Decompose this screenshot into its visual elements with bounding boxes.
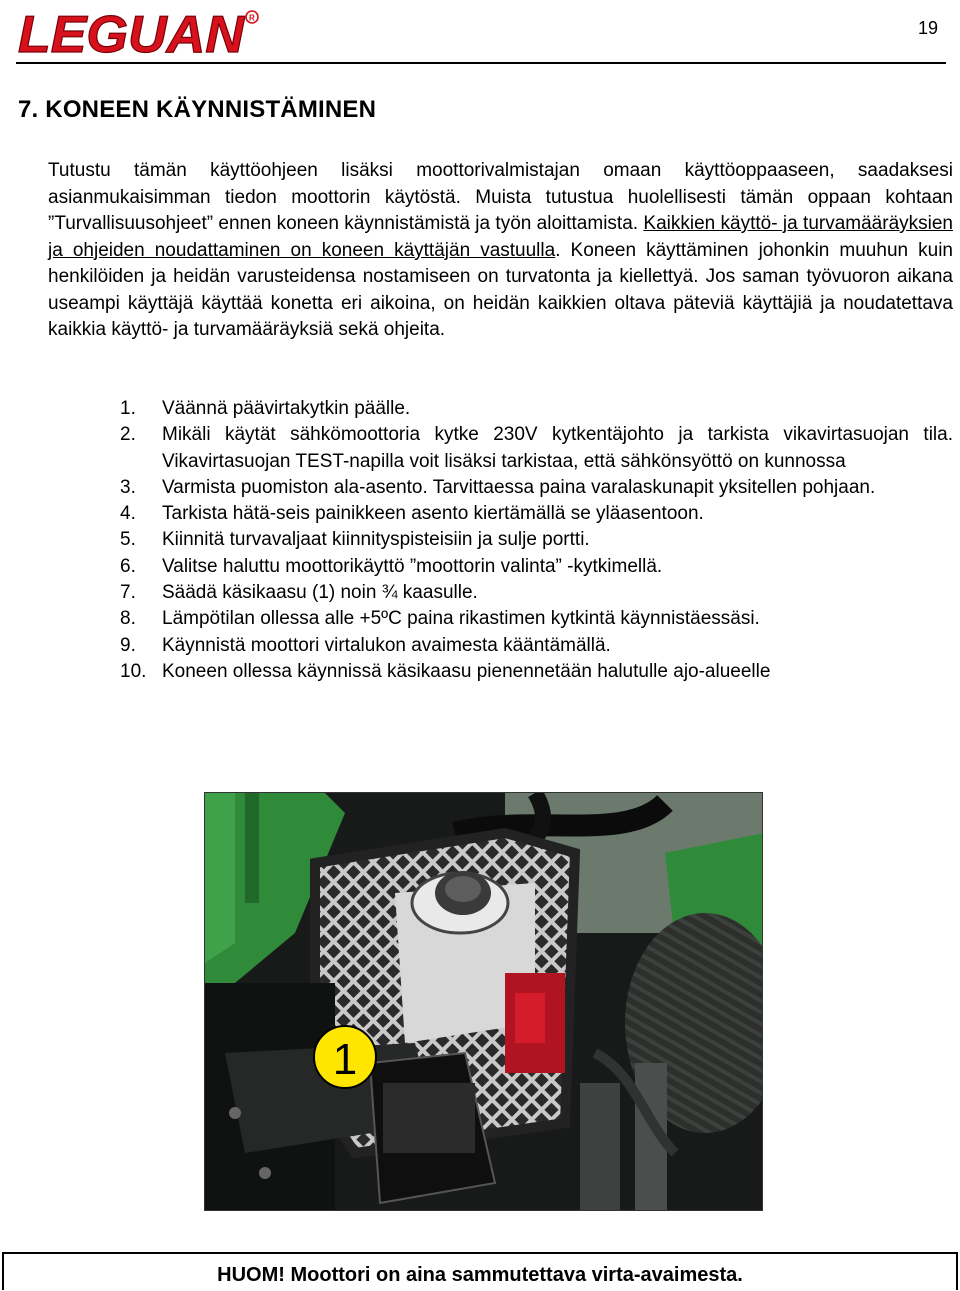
step-number: 5. bbox=[120, 529, 136, 551]
header-divider bbox=[16, 62, 946, 64]
step-number: 3. bbox=[120, 476, 136, 498]
list-item bbox=[120, 422, 953, 475]
list-item bbox=[120, 501, 953, 527]
list-item bbox=[120, 396, 953, 422]
page-header bbox=[16, 6, 960, 62]
list-item bbox=[120, 659, 953, 685]
callout-label: 1 bbox=[332, 1035, 358, 1084]
list-item bbox=[120, 475, 953, 501]
step-number: 4. bbox=[120, 503, 136, 525]
list-item bbox=[120, 580, 953, 606]
step-text: Mikäli käytät sähkömoottoria kytke 230V kytkentäjohto ja tarkista vikavirtasuojan tila. Vikavirtasuojan TEST-napilla voit lisäksi tarkistaa, että sähkönsyöttö on kunnossa bbox=[162, 424, 953, 472]
step-text: Kiinnitä turvavaljaat kiinnityspisteisiin ja sulje portti. bbox=[162, 529, 590, 551]
logo-text: LEGUAN bbox=[18, 8, 246, 58]
list-item bbox=[120, 606, 953, 632]
svg-text:R: R bbox=[249, 13, 255, 23]
warning-note: HUOM! Moottori on aina sammutettava virta-avaimesta. bbox=[217, 1264, 743, 1286]
intro-paragraph bbox=[48, 158, 953, 344]
step-text: Säädä käsikaasu (1) noin ¾ kaasulle. bbox=[162, 582, 478, 604]
list-item bbox=[120, 554, 953, 580]
list-item bbox=[120, 633, 953, 659]
step-text: Lämpötilan ollessa alle +5ºC paina rikastimen kytkintä käynnistäessäsi. bbox=[162, 608, 760, 630]
intro-text-part1: Tutustu tämän käyttöohjeen lisäksi moottorivalmistajan omaan käyttöoppaaseen, saadaksesi asianmukaisimman tiedon moottorin käytöstä. Muista tutustua huolellisesti tämän oppaan kohtaan ”Turvallisuusohjeet” ennen koneen käynnistämistä ja työn aloittamista. bbox=[48, 160, 953, 234]
step-number: 10. bbox=[120, 660, 147, 682]
start-steps-list bbox=[120, 396, 953, 685]
step-number: 1. bbox=[120, 398, 136, 419]
leguan-logo bbox=[16, 8, 260, 58]
step-text: Käynnistä moottori virtalukon avaimesta kääntämällä. bbox=[162, 634, 611, 656]
step-text: Väännä päävirtakytkin päälle. bbox=[162, 398, 411, 419]
step-number: 9. bbox=[120, 634, 136, 656]
intro-text-part2: . Koneen käyttäminen johonkin muuhun kuin henkilöiden ja heidän varusteidensa nostamiseen on turvatonta ja kiellettyä. Jos saman työvuoron aikana useampi käyttäjä käyttää konetta eri aikoina, on heidän kaikkien oltava päteviä käyttäjiä ja noudatettava kaikkia käyttö- ja turvamääräyksiä sekä ohjeita. bbox=[48, 239, 953, 340]
step-number: 8. bbox=[120, 608, 136, 630]
step-text: Valitse haluttu moottorikäyttö ”moottorin valinta” -kytkimellä. bbox=[162, 555, 663, 577]
section-title: 7. KONEEN KÄYNNISTÄMINEN bbox=[18, 96, 377, 123]
page-number: 19 bbox=[917, 18, 938, 38]
step-number: 2. bbox=[120, 424, 136, 446]
engine-photo bbox=[204, 792, 763, 1211]
step-text: Koneen ollessa käynnissä käsikaasu pienennetään halutulle ajo-alueelle bbox=[162, 660, 771, 682]
engine-illustration bbox=[205, 793, 763, 1211]
step-number: 7. bbox=[120, 582, 136, 604]
intro-text-underlined: Kaikkien käyttö- ja turvamääräyksien ja ohjeiden noudattaminen on koneen käyttäjän vastuulla bbox=[48, 213, 953, 261]
step-text: Tarkista hätä-seis painikkeen asento kiertämällä se yläasentoon. bbox=[162, 503, 704, 525]
step-text: Varmista puomiston ala-asento. Tarvittaessa paina varalaskunapit yksitellen pohjaan. bbox=[162, 476, 876, 498]
note-box bbox=[2, 1252, 958, 1290]
list-item bbox=[120, 527, 953, 553]
step-number: 6. bbox=[120, 555, 136, 577]
